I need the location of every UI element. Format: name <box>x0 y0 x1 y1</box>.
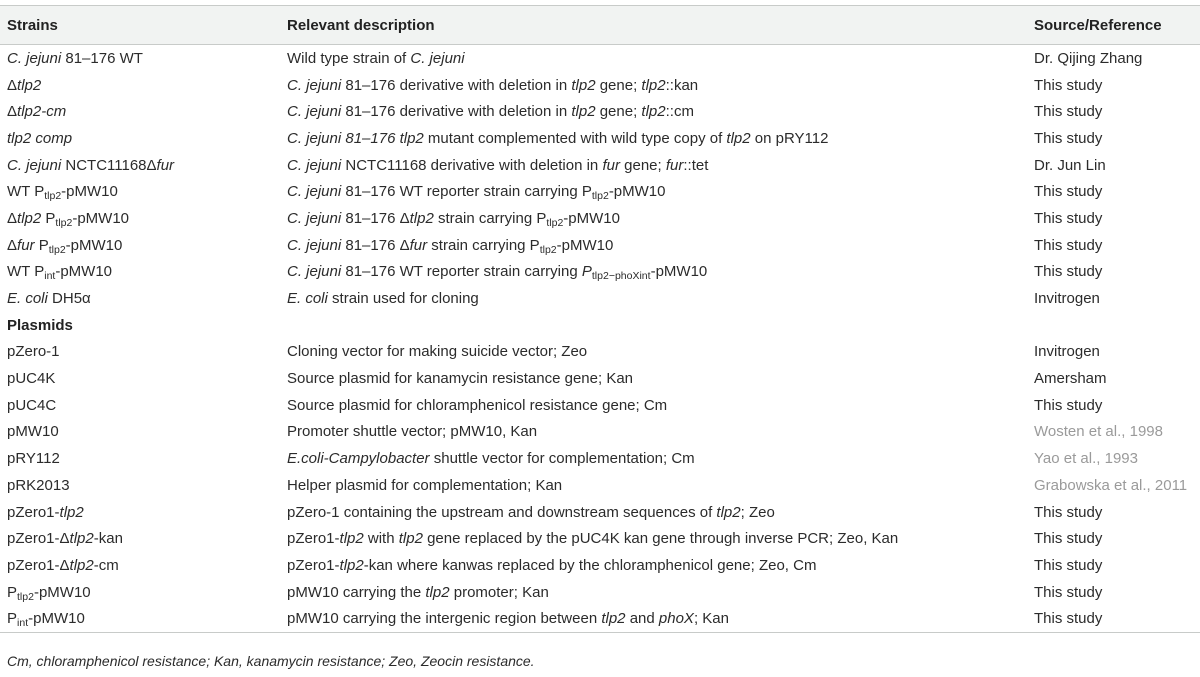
table-row <box>0 152 1200 179</box>
strains-plasmids-table-container <box>0 5 1200 633</box>
table-row <box>0 205 1200 232</box>
reference-link[interactable]: Yao et al., 1993 <box>1034 450 1138 468</box>
plasmid-name: $P_{tlp2}-pMW10$ <box>7 583 91 603</box>
table-row <box>0 525 1200 552</box>
strain-description: C. jejuni 81–176 WT reporter strain carrying $P_{tlp2}-pMW10$ <box>287 183 666 203</box>
strain-source: This study <box>1034 129 1103 147</box>
plasmid-name: pRY112 <box>7 450 60 468</box>
plasmid-source: This study <box>1034 556 1103 574</box>
strain-source: This study <box>1034 236 1103 254</box>
plasmid-source: This study <box>1034 503 1103 521</box>
plasmid-description: Source plasmid for kanamycin resistance gene; Kan <box>287 370 634 388</box>
table-row <box>0 605 1200 632</box>
table-row <box>0 392 1200 419</box>
reference-link[interactable]: Grabowska et al., 2011 <box>1034 476 1188 494</box>
table-row <box>0 232 1200 259</box>
plasmid-source: This study <box>1034 396 1103 414</box>
strain-name: E. coli DH5α <box>7 290 91 308</box>
strain-source: This study <box>1034 209 1103 227</box>
table-row <box>0 499 1200 526</box>
table-row <box>0 472 1200 499</box>
table-row <box>0 72 1200 99</box>
strain-name: Δtlp2-cm <box>7 103 67 121</box>
strain-description: C. jejuni 81–176 Δtlp2 strain carrying $P_{tlp2}-pMW10$ <box>287 209 620 229</box>
plasmid-name: pZero1-Δtlp2-cm <box>7 556 119 574</box>
strain-name: Δtlp2 <box>7 76 42 94</box>
plasmid-name: pZero1-tlp2 <box>7 503 84 521</box>
strain-description: C. jejuni 81–176 derivative with deletion in tlp2 gene; tlp2::kan <box>287 76 699 94</box>
plasmid-description: pMW10 carrying the tlp2 promoter; Kan <box>287 583 549 601</box>
strain-description: E. coli strain used for cloning <box>287 290 479 308</box>
table-row <box>0 339 1200 366</box>
plasmid-source: Amersham <box>1034 370 1107 388</box>
strain-name: WT $P_{int}-pMW10$ <box>7 263 113 283</box>
plasmid-source: This study <box>1034 530 1103 548</box>
table-row <box>0 178 1200 205</box>
table-row <box>0 98 1200 125</box>
plasmid-description: pZero-1 containing the upstream and downstream sequences of tlp2; Zeo <box>287 503 775 521</box>
strain-name: Δtlp2 $P_{tlp2}-pMW10$ <box>7 209 130 229</box>
plasmid-description: E.coli-Campylobacter shuttle vector for complementation; Cm <box>287 450 695 468</box>
plasmid-description: Cloning vector for making suicide vector; Zeo <box>287 343 588 361</box>
plasmid-source: This study <box>1027 605 1200 632</box>
strain-source: Dr. Qijing Zhang <box>1034 49 1143 67</box>
header-description: Relevant description <box>287 16 435 34</box>
table-row <box>0 419 1200 446</box>
table-row <box>0 579 1200 606</box>
plasmid-name: $P_{int}-pMW10$ <box>0 605 280 632</box>
strain-source: This study <box>1034 263 1103 281</box>
strain-description: C. jejuni 81–176 WT reporter strain carrying $P_{tlp2-phoXint}-pMW10$ <box>287 263 708 283</box>
table-row <box>0 445 1200 472</box>
plasmid-description: pZero1-tlp2 with tlp2 gene replaced by the pUC4K kan gene through inverse PCR; Zeo, Kan <box>287 530 899 548</box>
strains-plasmids-table <box>0 5 1200 633</box>
plasmid-name: pRK2013 <box>7 476 70 494</box>
section-label-plasmids: Plasmids <box>7 316 73 334</box>
table-footnote: Cm, chloramphenicol resistance; Kan, kanamycin resistance; Zeo, Zeocin resistance. <box>7 653 535 669</box>
section-row-plasmids <box>0 312 1200 339</box>
plasmid-description: Promoter shuttle vector; pMW10, Kan <box>287 423 538 441</box>
table-row <box>0 259 1200 286</box>
plasmid-name: pMW10 <box>7 423 59 441</box>
header-strains: Strains <box>7 16 58 34</box>
strain-description: C. jejuni 81–176 tlp2 mutant complemented with wild type copy of tlp2 on pRY112 <box>287 129 829 147</box>
table-row <box>0 285 1200 312</box>
strain-name: Δfur $P_{tlp2}-pMW10$ <box>7 236 123 256</box>
strain-source: This study <box>1034 183 1103 201</box>
table-row <box>0 552 1200 579</box>
plasmid-name: pUC4K <box>7 370 56 388</box>
table-row <box>0 45 1200 72</box>
strain-description: C. jejuni 81–176 Δfur strain carrying $P_{tlp2}-pMW10$ <box>287 236 614 256</box>
strain-description: C. jejuni NCTC11168 derivative with deletion in fur gene; fur::tet <box>287 156 709 174</box>
plasmid-description: pZero1-tlp2-kan where kanwas replaced by the chloramphenicol gene; Zeo, Cm <box>287 556 817 574</box>
reference-link[interactable]: Wosten et al., 1998 <box>1034 423 1163 441</box>
plasmid-name: pZero-1 <box>7 343 60 361</box>
plasmid-name: pUC4C <box>7 396 57 414</box>
strain-name: WT $P_{tlp2}-pMW10$ <box>7 183 118 203</box>
table-header-row <box>0 6 1200 45</box>
plasmid-description: pMW10 carrying the intergenic region between tlp2 and phoX; Kan <box>280 605 1027 632</box>
table-row <box>0 125 1200 152</box>
strain-name: C. jejuni NCTC11168Δfur <box>7 156 175 174</box>
strain-source: Dr. Jun Lin <box>1034 156 1106 174</box>
strain-source: Invitrogen <box>1034 290 1100 308</box>
strain-description: Wild type strain of C. jejuni <box>287 49 465 67</box>
plasmid-description: Helper plasmid for complementation; Kan <box>287 476 563 494</box>
strain-source: This study <box>1034 76 1103 94</box>
plasmid-source: Invitrogen <box>1034 343 1100 361</box>
strain-source: This study <box>1034 103 1103 121</box>
strain-name: tlp2 comp <box>7 129 73 147</box>
plasmid-source: This study <box>1034 583 1103 601</box>
strain-name: C. jejuni 81–176 WT <box>7 49 143 67</box>
table-row <box>0 365 1200 392</box>
plasmid-name: pZero1-Δtlp2-kan <box>7 530 123 548</box>
header-source: Source/Reference <box>1034 16 1162 34</box>
strain-description: C. jejuni 81–176 derivative with deletion in tlp2 gene; tlp2::cm <box>287 103 694 121</box>
plasmid-description: Source plasmid for chloramphenicol resistance gene; Cm <box>287 396 668 414</box>
